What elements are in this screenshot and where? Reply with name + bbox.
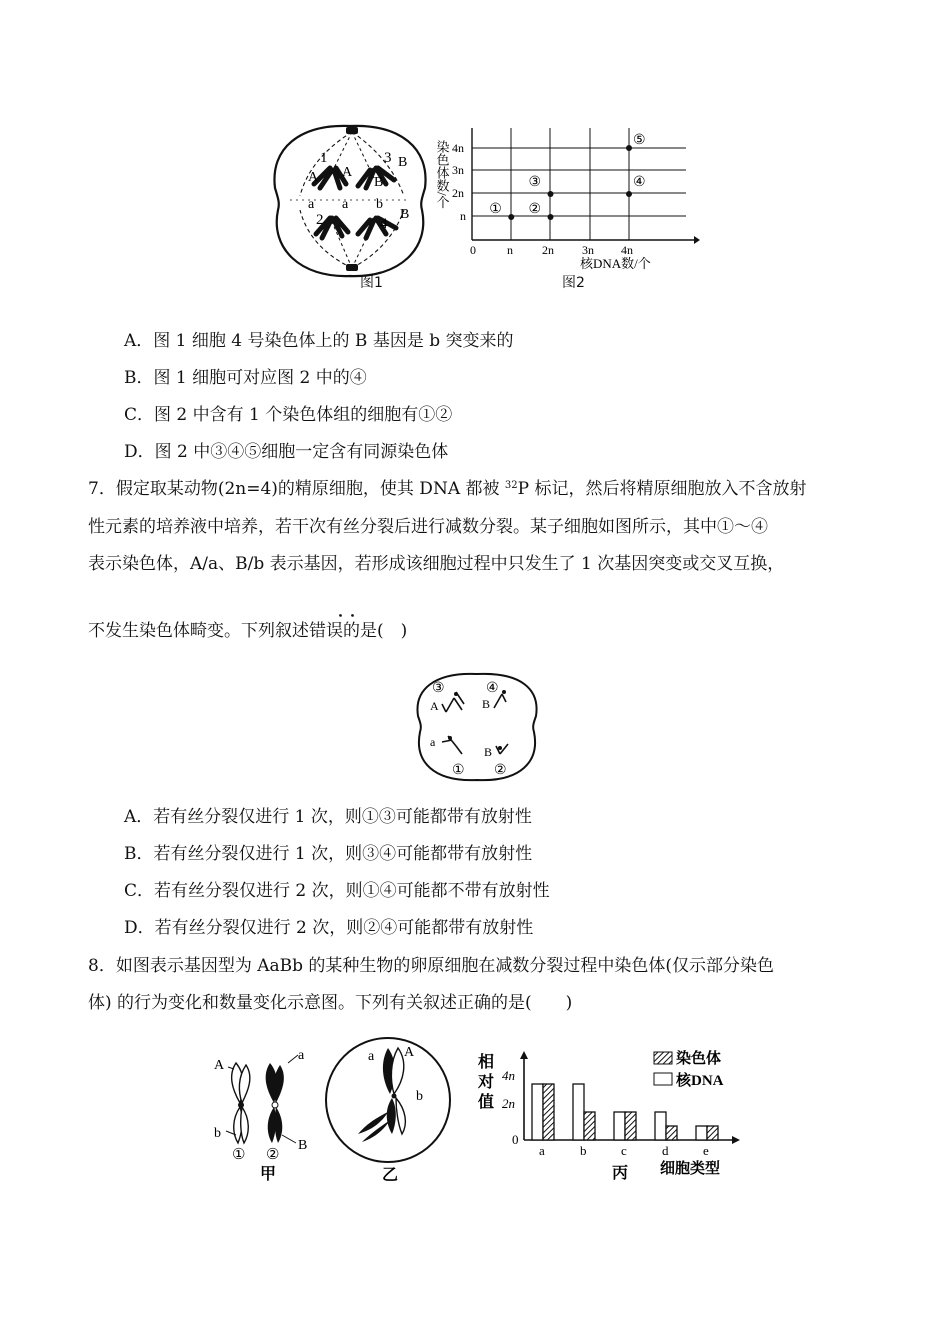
fig2-xtick: 0 <box>470 243 476 257</box>
fig2-point <box>508 214 514 220</box>
bar-dna-b <box>573 1084 584 1140</box>
jia-label-b: b <box>214 1126 221 1141</box>
fig2-ytick: n <box>460 209 466 223</box>
fig2-points <box>489 133 645 220</box>
bar-chromosome-a <box>543 1084 554 1140</box>
q7-fig-label-1: ① <box>452 763 465 778</box>
q8-figure-jia <box>208 1045 318 1185</box>
bing-ylabel-3: 值 <box>478 1094 495 1111</box>
fig2-xtick: 2n <box>542 243 554 257</box>
bing-ylabel-1: 相 <box>478 1054 495 1071</box>
q8-figure-yi <box>318 1030 458 1185</box>
fig1-label-B-bottom: B <box>400 207 410 222</box>
fig2-point-label: ⑤ <box>633 133 646 148</box>
fig1-label-A-right: A <box>342 165 353 180</box>
figure-1 <box>270 118 430 298</box>
fig1-label-B-top: B <box>398 155 408 170</box>
q7-line-1b: P 标记，然后将精原细胞放入不含放射 <box>517 479 807 499</box>
fig1-label-b-bottom: b <box>376 197 383 212</box>
fig2-point <box>548 214 554 220</box>
legend-chromosome: 染色体 <box>676 1051 722 1067</box>
yi-label-a: a <box>368 1049 375 1064</box>
fig2-point-label: ③ <box>528 175 542 190</box>
fig2-point <box>626 191 632 197</box>
jia-label-a: a <box>298 1048 305 1063</box>
legend-dna-swatch <box>654 1073 672 1085</box>
fig1-label-3: 3 <box>384 150 392 166</box>
fig1-label-a-left: a <box>308 197 315 212</box>
fig1-label-4: 4 <box>380 216 388 232</box>
figure-1-caption: 图1 <box>360 275 383 291</box>
bing-ylabel-2: 对 <box>478 1074 495 1091</box>
bing-ytick-4n: 4n <box>502 1068 515 1083</box>
bar-chromosome-c <box>625 1112 636 1140</box>
bar-chromosome-d <box>666 1126 677 1140</box>
q8-line-1: 8．如图表示基因型为 AaBb 的某种生物的卵原细胞在减数分裂过程中染色体(仅示部分染色 <box>88 956 775 976</box>
q7-line-1 <box>88 478 806 500</box>
bing-xtick-e: e <box>703 1143 709 1158</box>
fig2-ylabel: 染色体数/个 <box>434 140 450 209</box>
figure-2-caption: 图2 <box>562 275 585 291</box>
yi-label-A: A <box>404 1045 415 1060</box>
fig1-label-A-left: A <box>308 170 319 185</box>
bing-ytick-2n: 2n <box>502 1096 515 1111</box>
q7-figure <box>412 670 542 785</box>
q6-option-a: A．图 1 细胞 4 号染色体上的 B 基因是 b 突变来的 <box>124 331 514 351</box>
q6-option-b: B．图 1 细胞可对应图 2 中的④ <box>124 368 367 388</box>
figure-1-drawing <box>270 118 430 298</box>
q7-fig-label-A: A <box>430 699 439 713</box>
figure-2 <box>430 124 700 274</box>
bing-ytick-0: 0 <box>512 1132 519 1147</box>
q7-fig-label-4: ④ <box>486 681 499 696</box>
bar-chromosome-e <box>707 1126 718 1140</box>
bing-xtick-d: d <box>662 1143 669 1158</box>
fig2-xlabel: 核DNA数/个 <box>580 256 651 271</box>
q8-figure-bing <box>472 1045 747 1185</box>
yi-label-b: b <box>416 1089 423 1104</box>
q7-cell-drawing <box>412 670 542 785</box>
legend-dna: 核DNA <box>676 1073 724 1089</box>
bing-bar-chart <box>472 1045 747 1185</box>
q8-line-2: 体) 的行为变化和数量变化示意图。下列有关叙述正确的是( ) <box>88 993 573 1013</box>
q7-line-2: 性元素的培养液中培养，若干次有丝分裂后进行减数分裂。某子细胞如图所示，其中①～④ <box>88 517 768 537</box>
jia-label-B: B <box>298 1138 308 1153</box>
jia-caption: 甲 <box>260 1166 277 1183</box>
yi-caption: 乙 <box>382 1167 399 1184</box>
q7-emphasis-dots: ．． <box>338 601 371 620</box>
bar-chromosome-b <box>584 1112 595 1140</box>
q7-line-1a: 7．假定取某动物(2n=4)的精原细胞，使其 DNA 都被 <box>88 479 505 499</box>
q7-option-b: B．若有丝分裂仅进行 1 次，则③④可能都带有放射性 <box>124 844 533 864</box>
q8-jia-drawing <box>208 1045 318 1185</box>
bar-dna-d <box>655 1112 666 1140</box>
bing-xlabel: 细胞类型 <box>660 1161 721 1177</box>
fig2-point <box>626 145 632 151</box>
jia-label-2: ② <box>266 1147 280 1163</box>
bar-dna-e <box>696 1126 707 1140</box>
q6-option-c: C．图 2 中含有 1 个染色体组的细胞有①② <box>124 405 453 425</box>
q6-option-d: D．图 2 中③④⑤细胞一定含有同源染色体 <box>124 442 449 462</box>
q7-option-d: D．若有丝分裂仅进行 2 次，则②④可能都带有放射性 <box>124 918 534 938</box>
q7-fig-label-a: a <box>430 735 436 749</box>
bar-dna-a <box>532 1084 543 1140</box>
q7-fig-label-2: ② <box>494 763 507 778</box>
bing-caption: 丙 <box>612 1165 629 1182</box>
fig2-xtick: 4n <box>621 243 633 257</box>
fig1-label-1: 1 <box>320 150 328 166</box>
fig2-point-label: ④ <box>633 175 646 190</box>
q7-fig-label-B-bottom: B <box>484 745 493 759</box>
q7-fig-label-B-top: B <box>482 697 491 711</box>
q7-line-4: 不发生染色体畸变。下列叙述错误的是( ) <box>88 621 408 641</box>
fig2-point-label: ① <box>489 202 502 217</box>
bing-xtick-c: c <box>621 1143 627 1158</box>
legend-chromosome-swatch <box>654 1052 672 1064</box>
q7-fig-label-3: ③ <box>432 681 445 696</box>
q7-option-c: C．若有丝分裂仅进行 2 次，则①④可能都不带有放射性 <box>124 881 550 901</box>
bing-xtick-b: b <box>580 1143 587 1158</box>
fig2-xtick: n <box>507 243 513 257</box>
bar-dna-c <box>614 1112 625 1140</box>
bing-xtick-a: a <box>539 1143 545 1158</box>
fig2-xtick: 3n <box>582 243 594 257</box>
fig1-label-a-right: a <box>342 197 349 212</box>
bing-bars <box>532 1084 718 1158</box>
figure-2-plot <box>430 124 700 274</box>
fig1-label-2: 2 <box>316 212 324 228</box>
jia-label-A: A <box>214 1058 225 1073</box>
fig2-point-label: ② <box>528 202 542 217</box>
q7-superscript: 32 <box>504 480 518 491</box>
q7-line-3: 表示染色体，A/a、B/b 表示基因，若形成该细胞过程中只发生了 1 次基因突变或交叉互换， <box>88 554 785 574</box>
fig2-ytick: 2n <box>452 186 464 200</box>
q7-option-a: A．若有丝分裂仅进行 1 次，则①③可能都带有放射性 <box>124 807 532 827</box>
jia-label-1: ① <box>232 1147 246 1163</box>
fig2-ytick: 4n <box>452 141 464 155</box>
fig2-ytick: 3n <box>452 163 464 177</box>
fig2-point <box>548 191 554 197</box>
fig1-label-B-top2: B <box>374 175 384 190</box>
q8-yi-drawing <box>318 1030 458 1185</box>
